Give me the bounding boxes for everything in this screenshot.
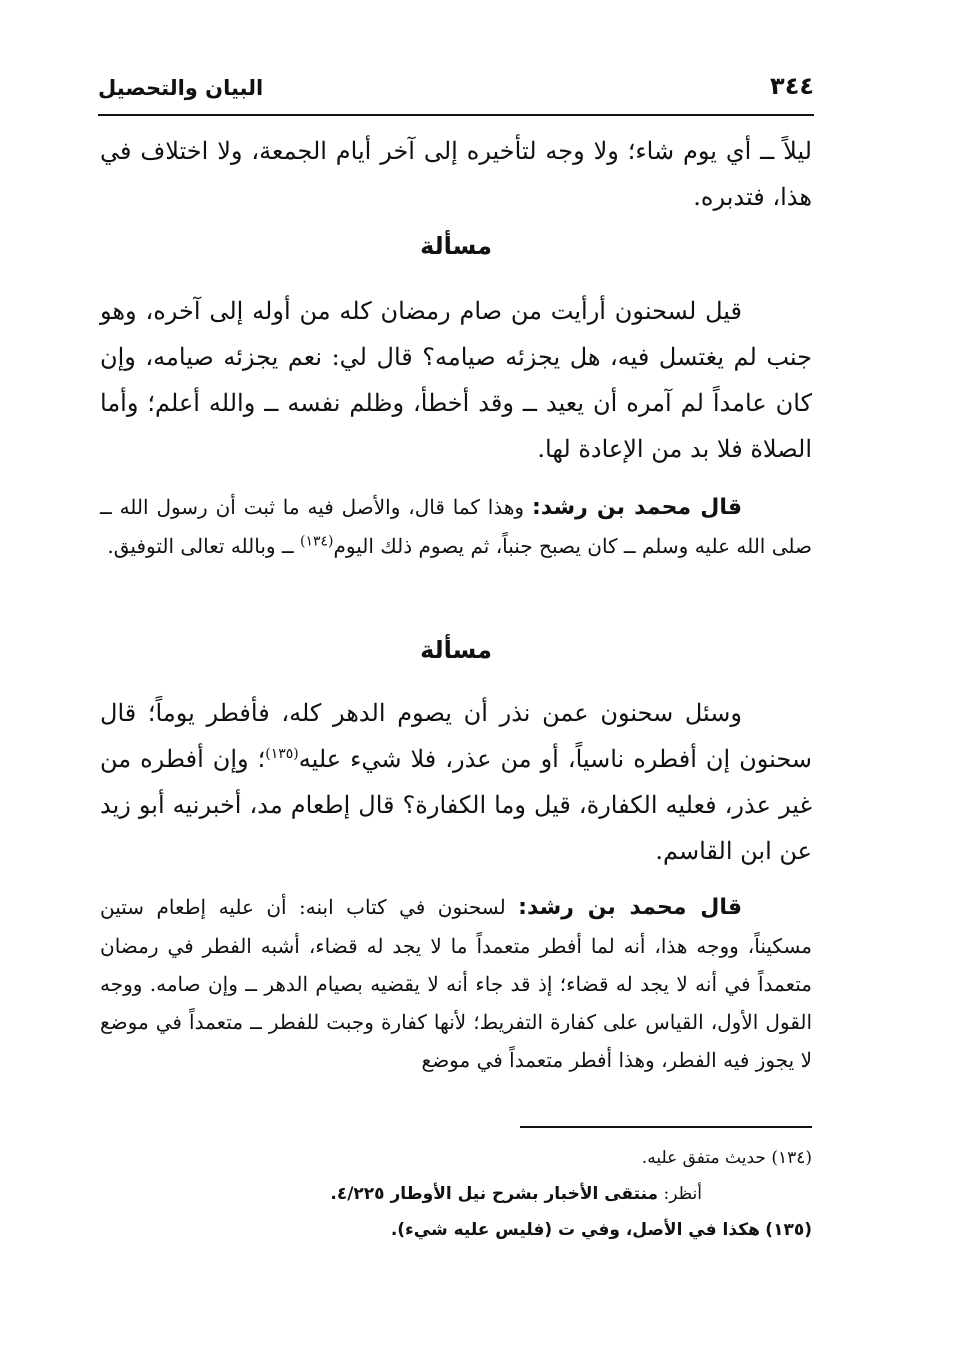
footnote-135 [100, 1218, 812, 1242]
question-paragraph-1 [100, 288, 812, 472]
footnote-134-see-label: أنظر: [663, 1184, 702, 1204]
footnote-134 [100, 1146, 812, 1170]
footnote-rule [520, 1126, 812, 1128]
question-paragraph-2 [100, 690, 812, 874]
commentary-text-1b: ــ وبالله تعالى التوفيق. [107, 534, 294, 558]
opening-paragraph [100, 128, 812, 220]
footnote-ref-135: (١٣٥) [265, 746, 299, 762]
commentary-lead-2: قال محمد بن رشد: [518, 895, 743, 920]
section-heading-2: مسألة [420, 636, 492, 664]
footnote-134-number: (١٣٤) [771, 1148, 812, 1168]
commentary-text-1a: وهذا كما قال، والأصل فيه ما ثبت أن رسول الله ــ صلى الله عليه وسلم ــ كان يصبح جنباً، ثم يصوم ذلك اليوم [100, 495, 812, 558]
footnote-ref-134: (١٣٤) [300, 533, 334, 550]
header-rule [98, 114, 814, 116]
commentary-paragraph-1 [100, 488, 812, 565]
commentary-paragraph-2 [100, 888, 812, 1079]
footnote-134-see-text: منتقى الأخبار بشرح نيل الأوطار ٤/٢٢٥. [330, 1184, 659, 1204]
section-heading-1: مسألة [420, 232, 492, 260]
footnote-135-text: هكذا في الأصل، وفي ت (فليس عليه شيء). [390, 1220, 760, 1240]
footnote-134-text: حديث متفق عليه. [641, 1148, 766, 1168]
footnote-134-reference [100, 1182, 812, 1206]
question-text-2b: ؛ وإن أفطره من غير عذر، فعليه الكفارة، قيل وما الكفارة؟ قال إطعام مد، أخبرنيه أبو زيد عن ابن القاسم. [100, 745, 812, 865]
footnote-135-number: (١٣٥) [765, 1220, 812, 1240]
question-text-1: قيل لسحنون أرأيت من صام رمضان كله من أوله إلى آخره، وهو جنب لم يغتسل فيه، هل يجزئه صيامه؟ قال لي: نعم يجزئه صيامه، وإن كان عامداً لم آمره أن يعيد ــ وقد أخطأ، وظلم نفسه ــ والله أعلم؛ وأما الصلاة فلا بد من الإعادة لها. [100, 297, 812, 463]
running-title: البيان والتحصيل [98, 76, 264, 100]
question-text-2a: وسئل سحنون عمن نذر أن يصوم الدهر كله، فأفطر يوماً؛ قال سحنون إن أفطره ناسياً، أو من عذر، فلا شيء عليه [100, 699, 812, 773]
commentary-text-2: لسحنون في كتاب ابنه: أن عليه إطعام ستين مسكيناً، ووجه هذا، أنه لما أفطر متعمداً ما لا يجد له قضاء، أشبه الفطر في رمضان متعمداً في أنه لا يجد له قضاء؛ إذ قد جاء أنه لا يقضيه بصيام الدهر ــ وإن صامه. ووجه القول الأول، القياس على كفارة التفريط؛ لأنها كفارة وجبت للفطر ــ متعمداً في موضع لا يجوز فيه الفطر، وهذا أفطر متعمداً في موضع [100, 895, 812, 1072]
page-header [98, 68, 814, 112]
page-number: ٣٤٤ [770, 72, 814, 100]
opening-text: ليلاً ــ أي يوم شاء؛ ولا وجه لتأخيره إلى آخر أيام الجمعة، ولا اختلاف في هذا، فتدبره. [100, 137, 812, 211]
commentary-lead-1: قال محمد بن رشد: [531, 495, 743, 520]
